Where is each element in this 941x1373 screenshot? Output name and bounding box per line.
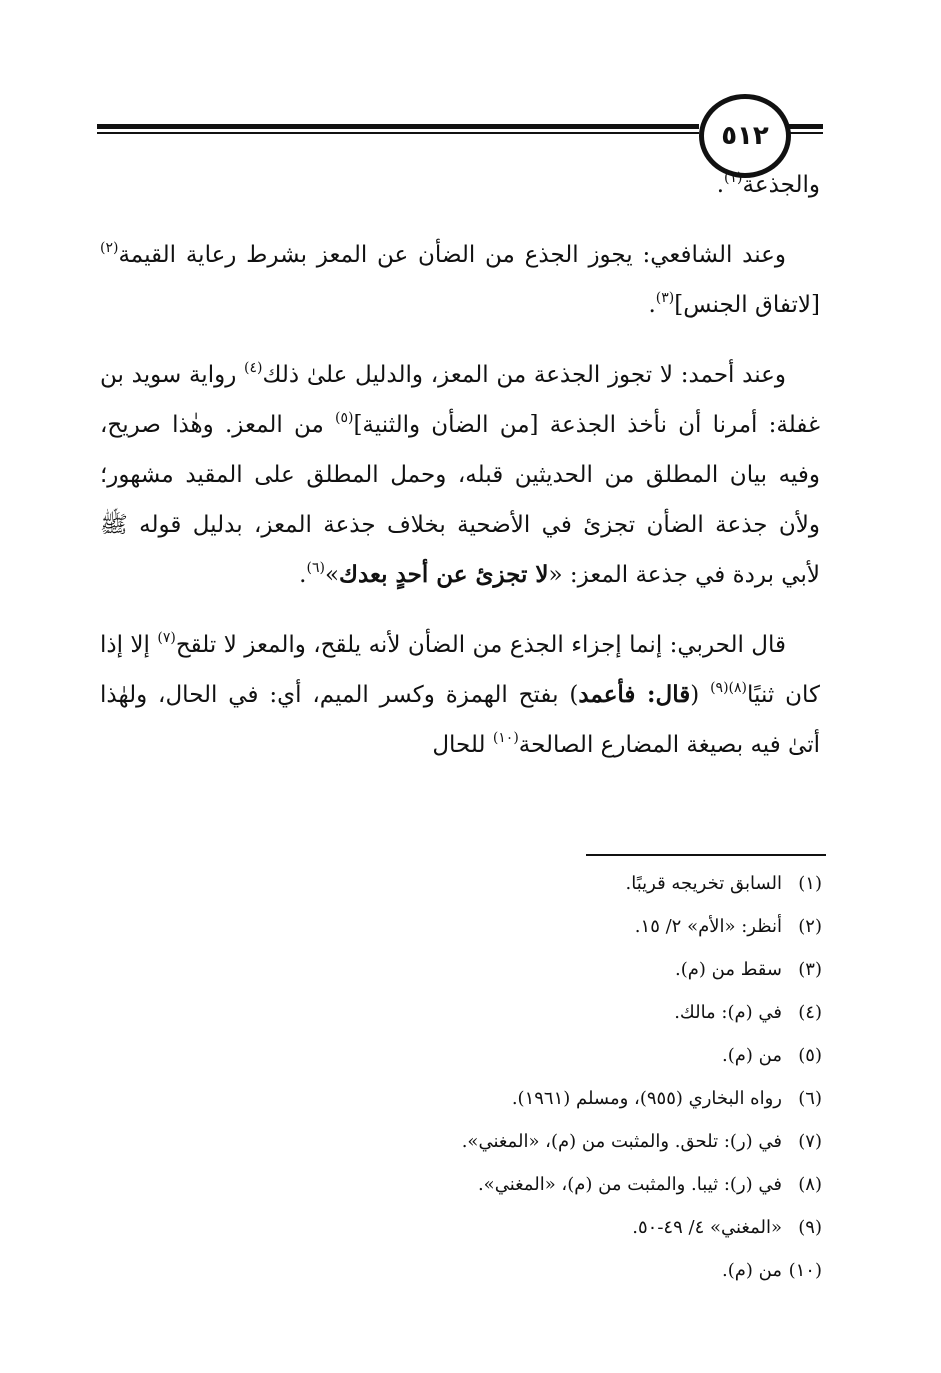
text-run: . [299,562,307,588]
matn-quote: قال: فأعمد [578,681,691,708]
footnote-text: سقط من (م). [675,959,782,980]
footnote-8 [300,1163,822,1206]
hadith-quote: لا تجزئ عن أحدٍ بعدك [339,561,549,588]
footnote-ref[interactable]: (٨)(٩) [710,680,747,696]
text-run: قال الحربي: إنما إجزاء الجذع من الضأن لأنه يلقح، والمعز لا تلقح [175,632,786,658]
footnote-text: أنظر: «الأم» ٢/ ١٥. [634,916,782,937]
text-run: » [324,562,340,588]
text-run: وعند أحمد: لا تجوز الجذعة من المعز، والدليل علىٰ ذلك [262,362,786,388]
footnote-number: (١) [798,873,822,894]
footnote-9 [300,1206,822,1249]
footnote-ref[interactable]: (٢) [100,240,119,256]
header-rule-right-thin [787,132,823,134]
footnote-number: (٣) [798,959,822,980]
text-run: للحال [432,732,493,758]
footnote-number: (٩) [798,1217,822,1238]
text-run: والجذعة [742,172,820,198]
footnote-5 [300,1034,822,1077]
footnote-ref[interactable]: (١٠) [492,730,519,746]
footnote-text: في (ر): تلحق. والمثبت من (م)، «المغني». [461,1131,782,1152]
footnote-text: رواه البخاري (٩٥٥)، ومسلم (١٩٦١). [511,1088,782,1109]
footnote-number: (٨) [798,1174,822,1195]
footnote-10 [300,1249,822,1292]
footnote-ref[interactable]: (٣) [655,290,675,306]
header-rule-thick [97,124,699,129]
text-run: من المعز. وهٰذا صريح، وفيه بيان المطلق من الحديثين قبله، وحمل المطلق على المقيد مشهور؛ ولأن جذعة الضأن تجزئ في الأضحية بخلاف جذعة المعز، بدليل قوله ﷺ لأبي بردة في جذعة المعز: « [100,412,820,588]
text-run: ) بفتح الهمزة وكسر الميم، أي: في الحال، ولهٰذا أتىٰ فيه بصيغة المضارع الصالحة [100,682,820,758]
footnote-text: في (م): مالك. [674,1002,782,1023]
paragraph-3 [100,620,820,770]
footnote-6 [300,1077,822,1120]
footnote-number: (٥) [798,1045,822,1066]
footnote-number: (١٠) [788,1260,822,1281]
text-run: [لاتفاق الجنس] [674,292,820,318]
paragraph-1 [100,230,820,330]
footnote-text: من (م). [722,1260,782,1281]
main-text [100,160,820,770]
footnote-divider [586,854,826,856]
text-run: . [716,172,725,198]
footnote-number: (٢) [798,916,822,937]
text-run: رواية سويد بن غفلة: أمرنا أن نأخذ الجذعة [من الضأن والثنية] [100,362,820,438]
text-run: إلا إذا كان ثنيًا [100,632,821,708]
footnote-2 [300,905,822,948]
footnote-text: السابق تخريجه قريبًا. [625,873,782,894]
footnote-ref[interactable]: (١) [724,170,743,186]
footnote-number: (٧) [798,1131,822,1152]
footnote-1 [300,862,822,905]
footnote-3 [300,948,822,991]
footnote-4 [300,991,822,1034]
footnote-text: من (م). [722,1045,782,1066]
footnote-number: (٦) [798,1088,822,1109]
footnote-ref[interactable]: (٤) [244,360,263,376]
text-run: وعند الشافعي: يجوز الجذع من الضأن عن المعز بشرط رعاية القيمة [118,242,786,268]
text-run: . [648,292,656,318]
footnote-ref[interactable]: (٧) [157,630,176,646]
footnotes [300,862,822,1292]
footnote-ref[interactable]: (٦) [306,560,325,576]
footnote-text: «المغني» ٤/ ٤٩-٥٠. [632,1217,782,1238]
footnote-ref[interactable]: (٥) [334,410,354,426]
footnote-7 [300,1120,822,1163]
header-rule-thin [97,132,699,134]
footnote-text: في (ر): ثيبا. والمثبت من (م)، «المغني». [477,1174,782,1195]
page-number: ٥١٢ [699,94,791,178]
paragraph-0 [100,160,820,210]
paragraph-2 [100,350,820,600]
text-run: ( [690,682,711,708]
footnote-number: (٤) [798,1002,822,1023]
header-rule-right-thick [787,124,823,129]
